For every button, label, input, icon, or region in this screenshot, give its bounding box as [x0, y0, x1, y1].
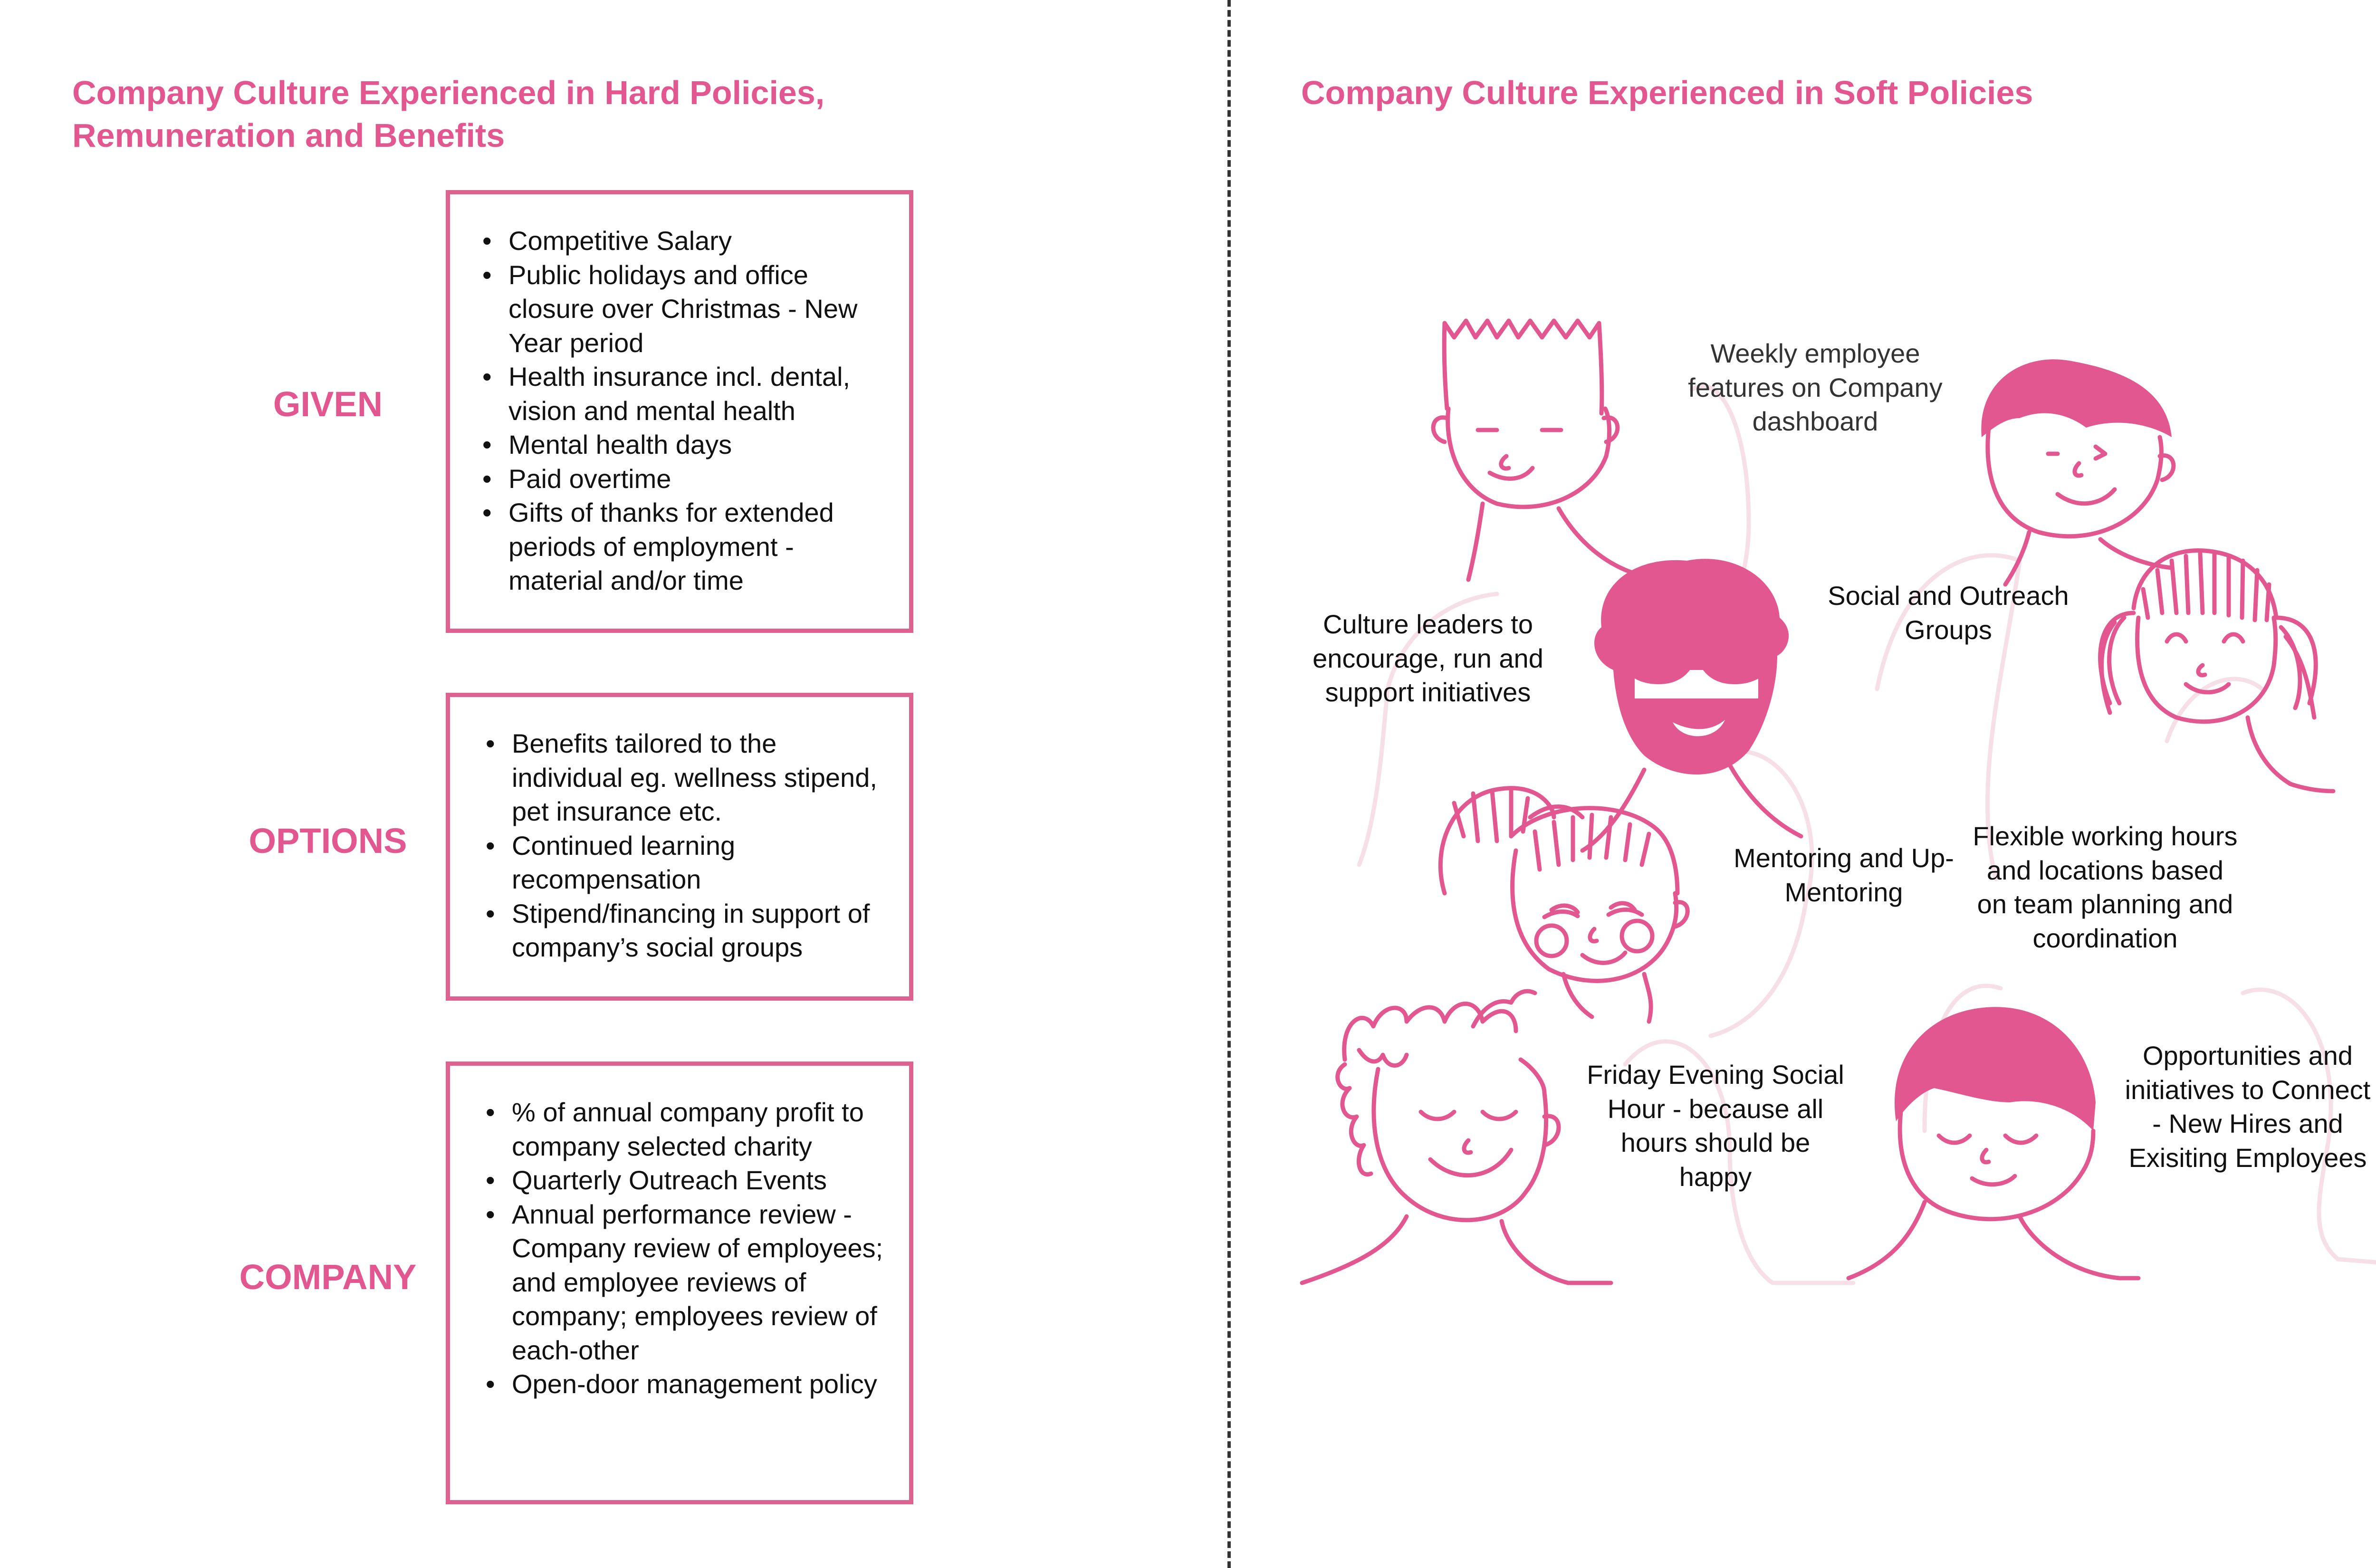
- list-item: • % of annual company profit to company selected charity: [486, 1095, 894, 1163]
- given-label: GIVEN: [273, 384, 383, 424]
- face-short-hair: [1981, 359, 2174, 584]
- caption-flexible-working: Flexible working hours and locations based on team planning and coordination: [1973, 821, 2238, 953]
- caption-mentoring: Mentoring and Up-Mentoring: [1734, 843, 1954, 907]
- list-item: • Annual performance review - Company review of employees; and employee reviews of company; employees review of each-other: [486, 1197, 894, 1367]
- face-spiky-hair: [1433, 321, 1639, 580]
- face-pigtails: [2100, 551, 2333, 792]
- hard-policies-title: [72, 71, 1165, 157]
- hard-title-line2: Remuneration and Benefits: [72, 117, 505, 154]
- list-item: • Paid overtime: [482, 462, 891, 496]
- options-box: [446, 693, 913, 1001]
- list-item: • Benefits tailored to the individual eg. wellness stipend, pet insurance etc.: [486, 727, 894, 829]
- hard-title-line1: Company Culture Experienced in Hard Policies,: [72, 74, 825, 111]
- list-item: • Gifts of thanks for extended periods of employment - material and/or time: [482, 496, 891, 598]
- list-item: • Health insurance incl. dental, vision and mental health: [482, 360, 891, 428]
- list-item: • Competitive Salary: [482, 224, 891, 258]
- face-curly-hair: [1302, 991, 1611, 1283]
- options-label: OPTIONS: [249, 821, 407, 860]
- given-list: [482, 224, 891, 598]
- face-bearded-sunglasses: [1582, 559, 1801, 851]
- caption-culture-leaders: Culture leaders to encourage, run and support initiatives: [1313, 609, 1543, 707]
- list-item: • Continued learning recompensation: [486, 829, 894, 897]
- given-box: [446, 190, 913, 633]
- dashed-divider: [1227, 0, 1231, 1568]
- list-item: • Stipend/financing in support of company’s social groups: [486, 897, 894, 965]
- caption-weekly-features: Weekly employee features on Company dashboard: [1688, 338, 1943, 436]
- caption-social-outreach: Social and Outreach Groups: [1828, 581, 2069, 645]
- list-item: • Open-door management policy: [486, 1367, 894, 1401]
- company-list: [486, 1095, 894, 1401]
- company-box: [446, 1061, 913, 1504]
- face-bowl-cut: [1849, 1007, 2138, 1278]
- list-item: • Mental health days: [482, 428, 891, 462]
- caption-opportunities: Opportunities and initiatives to Connect - New Hires and Exisiting Employees: [2125, 1041, 2371, 1173]
- soft-policies-title: Company Culture Experienced in Soft Policies: [1301, 74, 2033, 111]
- company-label: COMPANY: [239, 1257, 417, 1297]
- caption-friday-social: Friday Evening Social Hour - because all hours should be happy: [1587, 1060, 1844, 1192]
- options-list: [486, 727, 894, 965]
- face-ponytail-rosy: [1440, 788, 1687, 1022]
- list-item: • Quarterly Outreach Events: [486, 1163, 894, 1197]
- list-item: • Public holidays and office closure over Christmas - New Year period: [482, 258, 891, 360]
